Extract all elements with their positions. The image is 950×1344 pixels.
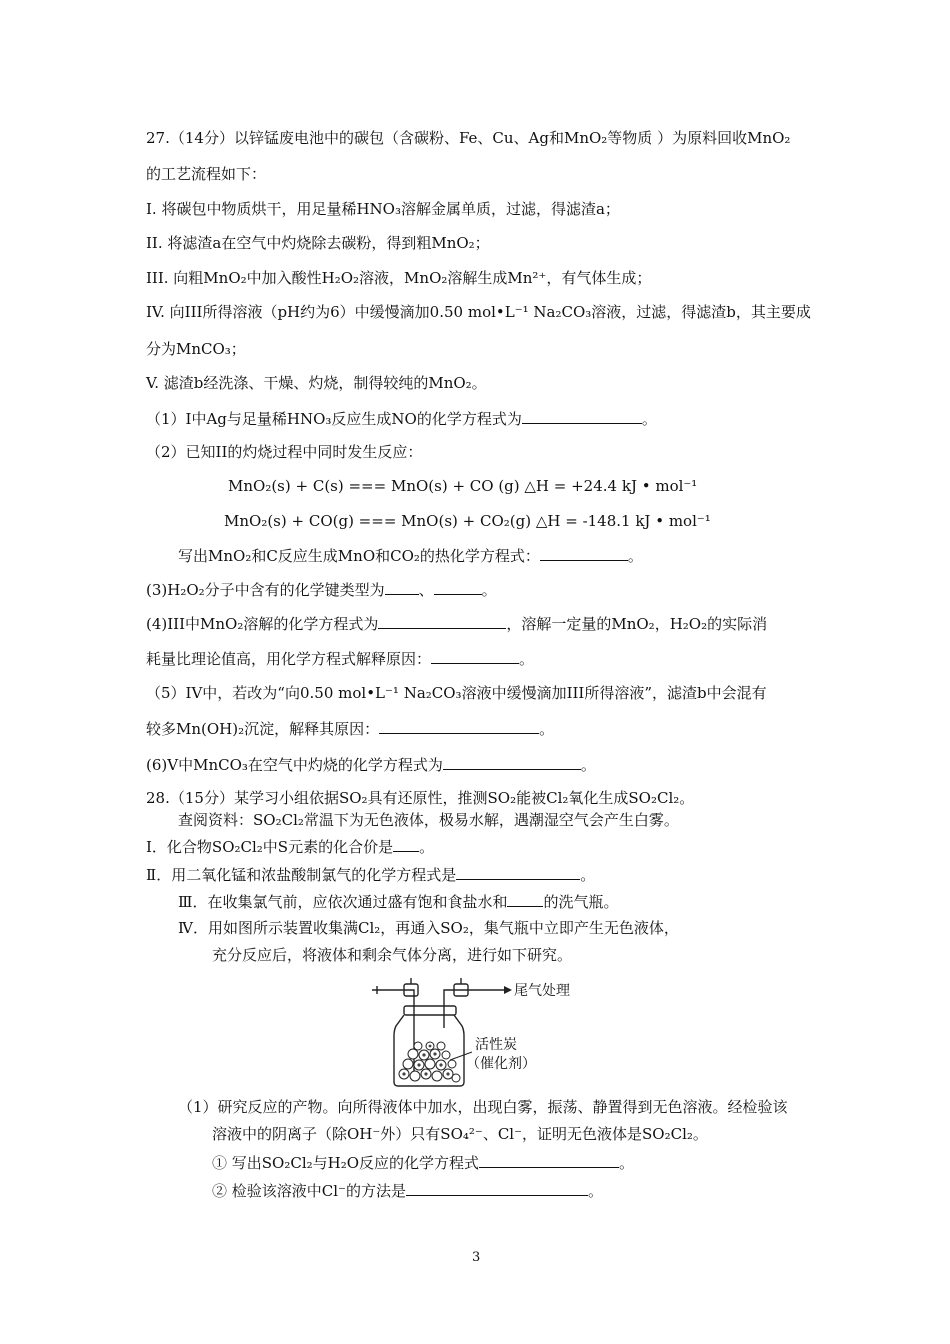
q28-sub-1-line-1: （1）研究反应的产物。向所得液体中加水，出现白雾，振荡、静置得到无色溶液。经检验该	[178, 1098, 788, 1116]
q28-sub-1-item-1-text: ① 写出SO₂Cl₂与H₂O反应的化学方程式	[212, 1154, 480, 1172]
q28-part-1-end: 。	[419, 838, 435, 856]
answer-blank	[522, 408, 642, 424]
page-number: 3	[472, 1250, 481, 1265]
q27-step-4-line-1: IV. 向III所得溶液（pH约为6）中缓慢滴加0.50 mol•L⁻¹ Na₂CO₃溶液，过滤，得滤渣b，其主要成	[146, 303, 811, 321]
answer-blank	[431, 648, 519, 664]
q27-step-1: I. 将碳包中物质烘干，用足量稀HNO₃溶解金属单质，过滤，得滤渣a；	[146, 200, 620, 218]
q27-q4-text-2: 耗量比理论值高，用化学方程式解释原因：	[146, 650, 432, 668]
answer-blank	[378, 613, 506, 629]
thermochemical-equation-2: MnO₂(s) + CO(g) === MnO(s) + CO₂(g) △H = -148.1 kJ • mol⁻¹	[224, 512, 711, 530]
q28-part-3-end: 的洗气瓶。	[543, 893, 619, 911]
q27-step-4-line-2: 分为MnCO₃；	[146, 340, 246, 358]
q28-part-2-end: 。	[580, 866, 596, 884]
q28-sub-1-item-2	[212, 1180, 603, 1201]
answer-blank	[540, 545, 628, 561]
q28-stem: 28.（15分）某学习小组依据SO₂具有还原性，推测SO₂能被Cl₂氧化生成SO₂Cl₂。	[146, 789, 695, 807]
q28-sub-1-item-2-end: 。	[587, 1182, 603, 1200]
catalyst-label: （催化剂）	[466, 1056, 536, 1072]
q28-sub-1-item-1	[212, 1152, 634, 1173]
q27-q4-text: (4)III中MnO₂溶解的化学方程式为	[146, 615, 379, 633]
q27-question-1	[146, 408, 657, 429]
q27-q3-sep: 、	[418, 581, 434, 599]
q27-step-3: III. 向粗MnO₂中加入酸性H₂O₂溶液，MnO₂溶解生成Mn²⁺，有气体生成；	[146, 269, 652, 287]
answer-blank	[393, 836, 419, 852]
q27-stem-line-1: 27.（14分）以锌锰废电池中的碳包（含碳粉、Fe、Cu、Ag和MnO₂等物质 ）为原料回收MnO₂	[146, 129, 791, 147]
thermochemical-equation-1: MnO₂(s) + C(s) === MnO(s) + CO (g) △H = +24.4 kJ • mol⁻¹	[228, 477, 698, 495]
q28-part-1-text: I．化合物SO₂Cl₂中S元素的化合价是	[146, 838, 394, 856]
answer-blank	[507, 891, 543, 907]
answer-blank	[385, 579, 419, 595]
q27-question-5-line-2	[146, 718, 554, 739]
answer-blank	[479, 1152, 619, 1168]
q28-sub-1-item-2-text: ② 检验该溶液中Cl⁻的方法是	[212, 1182, 406, 1200]
q27-question-2-intro: （2）已知II的灼烧过程中同时发生反应：	[146, 443, 423, 461]
answer-blank	[379, 718, 539, 734]
q28-reference-info: 查阅资料：SO₂Cl₂常温下为无色液体，极易水解，遇潮湿空气会产生白雾。	[178, 811, 679, 829]
answer-blank	[434, 579, 482, 595]
answer-blank	[456, 864, 580, 880]
q27-q5-text: 较多Mn(OH)₂沉淀，解释其原因：	[146, 720, 380, 738]
q27-step-2: II. 将滤渣a在空气中灼烧除去碳粉，得到粗MnO₂；	[146, 234, 490, 252]
stopper	[404, 1006, 456, 1015]
q28-part-1	[146, 836, 434, 857]
q28-part-3	[178, 891, 618, 912]
q27-q2-text: 写出MnO₂和C反应生成MnO和CO₂的热化学方程式：	[178, 547, 540, 565]
q28-sub-1-line-2: 溶液中的阴离子（除OH⁻外）只有SO₄²⁻、Cl⁻，证明无色液体是SO₂Cl₂。	[212, 1125, 708, 1143]
q27-question-6	[146, 754, 596, 775]
answer-blank	[443, 754, 581, 770]
q27-q4-cont: ，溶解一定量的MnO₂，H₂O₂的实际消	[506, 615, 768, 633]
q27-q1-text: （1）I中Ag与足量稀HNO₃反应生成NO的化学方程式为	[146, 410, 522, 428]
q28-part-4-line-1: Ⅳ．用如图所示装置收集满Cl₂，再通入SO₂，集气瓶中立即产生无色液体，	[178, 919, 679, 937]
q27-question-3	[146, 579, 497, 600]
q28-part-2-text: Ⅱ．用二氧化锰和浓盐酸制氯气的化学方程式是	[146, 866, 457, 884]
activated-carbon-granules	[399, 1042, 460, 1082]
q27-step-5: V. 滤渣b经洗涤、干燥、灼烧，制得较纯的MnO₂。	[146, 374, 487, 392]
q27-question-5-line-1: （5）IV中，若改为“向0.50 mol•L⁻¹ Na₂CO₃溶液中缓慢滴加III所得溶液”，滤渣b中会混有	[146, 684, 767, 702]
activated-carbon-label: 活性炭	[475, 1037, 517, 1053]
q28-part-4-line-2: 充分反应后，将液体和剩余气体分离，进行如下研究。	[212, 946, 573, 964]
q27-q6-end: 。	[580, 756, 596, 774]
answer-blank	[406, 1180, 588, 1196]
q27-question-4-line-1	[146, 613, 767, 634]
q27-q3-end: 。	[481, 581, 497, 599]
q27-q4-end: 。	[519, 650, 535, 668]
q27-q1-end: 。	[641, 410, 657, 428]
q27-q3-text: (3)H₂O₂分子中含有的化学键类型为	[146, 581, 385, 599]
q28-sub-1-item-1-end: 。	[619, 1154, 635, 1172]
q27-stem-line-2: 的工艺流程如下：	[146, 165, 267, 183]
arrow-right-icon	[504, 986, 512, 994]
q27-q5-end: 。	[539, 720, 555, 738]
q27-question-2-ask	[178, 545, 643, 566]
exhaust-label: 尾气处理	[514, 983, 570, 999]
q27-question-4-line-2	[146, 648, 534, 669]
q28-part-2	[146, 864, 595, 885]
q27-q6-text: (6)V中MnCO₃在空气中灼烧的化学方程式为	[146, 756, 443, 774]
gas-collection-apparatus-diagram	[368, 976, 598, 1091]
q27-q2-end: 。	[627, 547, 643, 565]
q28-part-3-text: Ⅲ．在收集氯气前，应依次通过盛有饱和食盐水和	[178, 893, 508, 911]
